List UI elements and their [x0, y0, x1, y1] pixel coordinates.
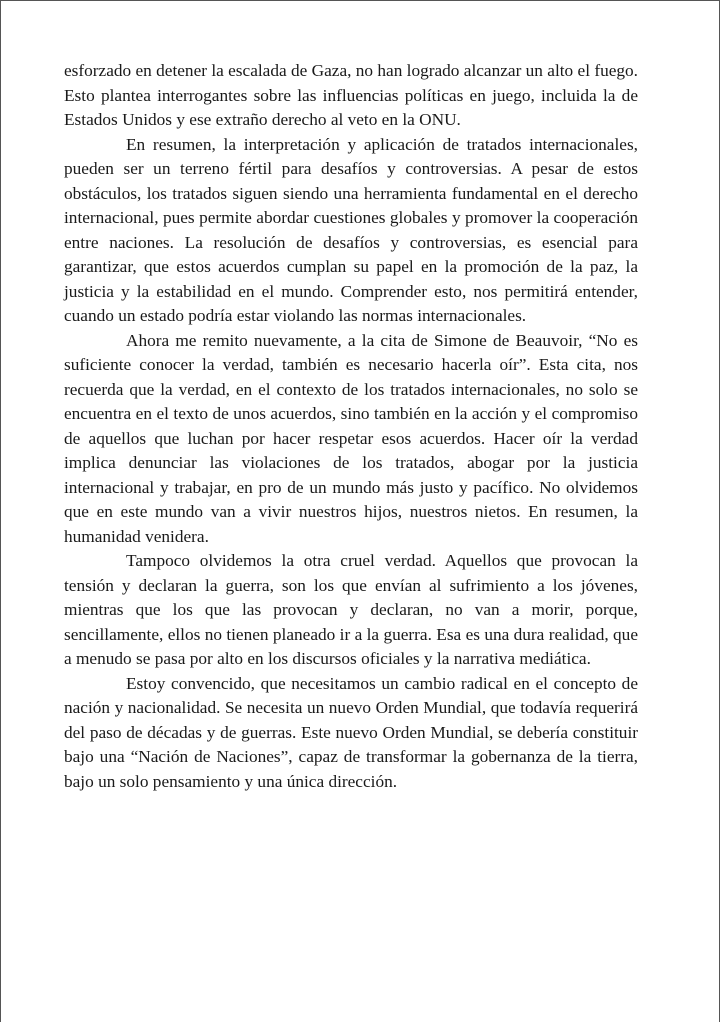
paragraph-4: Tampoco olvidemos la otra cruel verdad. Aquellos que provocan la tensión y declaran la guerra, son los que envían al sufrimiento a los jóvenes, mientras que los que las provocan y declaran, no van a morir, porque, sencillamente, ellos no tienen planeado ir a la guerra. Esa es una dura realidad, que a menudo se pasa por alto en los discursos oficiales y la narrativa mediática.: [64, 551, 638, 668]
paragraph-5: Estoy convencido, que necesitamos un cambio radical en el concepto de nación y nacionalidad. Se necesita un nuevo Orden Mundial, que todavía requerirá del paso de décadas y de guerras. Este nuevo Orden Mundial, se debería constituir bajo una “Nación de Naciones”, capaz de transformar la gobernanza de la tierra, bajo un solo pensamiento y una única dirección.: [64, 673, 638, 791]
paragraph-1: esforzado en detener la escalada de Gaza, no han logrado alcanzar un alto el fuego. Esto plantea interrogantes sobre las influencias políticas en juego, incluida la de Estados Unidos y ese extraño derecho al veto en la ONU.: [64, 61, 638, 129]
paragraph-3: Ahora me remito nuevamente, a la cita de Simone de Beauvoir, “No es suficiente conocer la verdad, también es necesario hacerla oír”. Esta cita, nos recuerda que la verdad, en el contexto de los tratados internacionales, no solo se encuentra en el texto de unos acuerdos, sino también en la acción y el compromiso de aquellos que luchan por hacer respetar esos acuerdos. Hacer oír la verdad implica denunciar las violaciones de los tratados, abogar por la justicia internacional y trabajar, en pro de un mundo más justo y pacífico. No olvidemos que en este mundo van a vivir nuestros hijos, nuestros nietos. En resumen, la humanidad venidera.: [64, 330, 638, 546]
document-body: [64, 59, 638, 794]
paragraph-2: En resumen, la interpretación y aplicación de tratados internacionales, pueden ser un terreno fértil para desafíos y controversias. A pesar de estos obstáculos, los tratados siguen siendo una herramienta fundamental en el derecho internacional, pues permite abordar cuestiones globales y promover la cooperación entre naciones. La resolución de desafíos y controversias, es esencial para garantizar, que estos acuerdos cumplan su papel en la promoción de la paz, la justicia y la estabilidad en el mundo. Comprender esto, nos permitirá entender, cuando un estado podría estar violando las normas internacionales.: [64, 134, 638, 325]
